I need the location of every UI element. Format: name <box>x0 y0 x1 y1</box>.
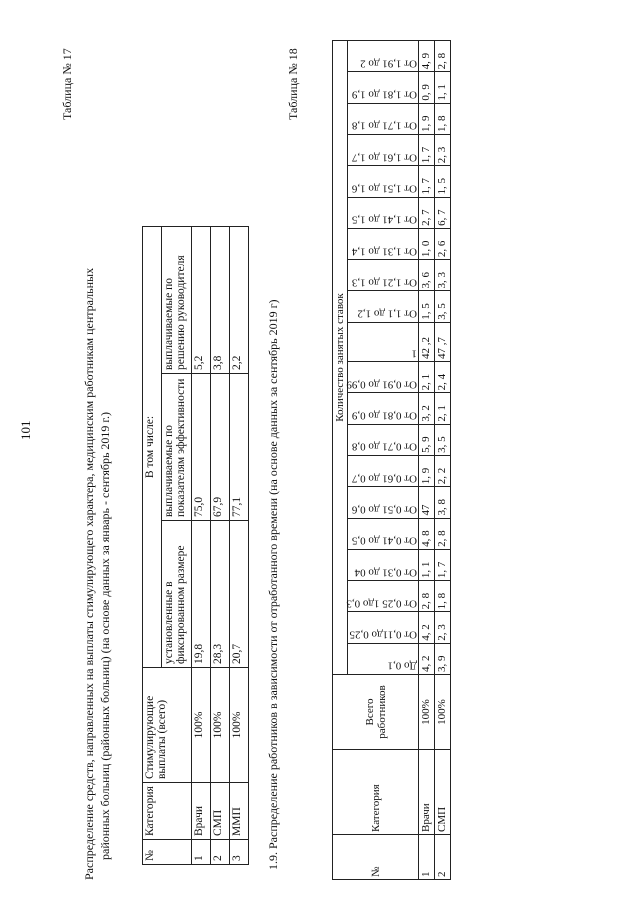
t18-cell-value: 1, 1 <box>435 72 451 103</box>
t18-col-header: От 1,81 до 1,9 <box>348 72 419 103</box>
table-17 <box>142 226 249 865</box>
t18-col-header: От 0,25 1до 0,3 <box>348 581 419 612</box>
t18-cell-value: 0, 9 <box>419 72 435 103</box>
t18-cell-value: 4, 9 <box>419 41 435 72</box>
t18-cell-value: 2, 8 <box>419 581 435 612</box>
t18-cell-value: 2, 2 <box>435 455 451 486</box>
t18-cell-category: Врачи <box>419 750 435 835</box>
t18-cell-value: 3, 2 <box>419 393 435 424</box>
t18-col-header: От 1,91 до 2 <box>348 41 419 72</box>
t17-cell-total: 100% <box>230 668 249 783</box>
table18-label: Таблица № 18 <box>286 48 300 120</box>
t17-cell-num: 2 <box>211 840 230 865</box>
t17-cell-kpi: 77,1 <box>230 374 249 521</box>
t17-header-num: № <box>143 840 192 865</box>
t18-cell-value: 1, 7 <box>435 549 451 580</box>
t17-cell-head: 5,2 <box>192 227 211 374</box>
t17-cell-num: 1 <box>192 840 211 865</box>
t18-header-num: № <box>333 835 419 880</box>
t17-cell-kpi: 67,9 <box>211 374 230 521</box>
t17-cell-fixed: 19,8 <box>192 521 211 668</box>
t18-cell-value: 1, 5 <box>435 166 451 197</box>
table17-caption-line1: Распределение средств, направленных на выплаты стимулирующего характера, медицинским работникам центральных <box>82 267 96 880</box>
table17-caption-line2: районных больниц (районных больниц) (на основе данных за январь - сентябрь 2019 г.) <box>98 412 112 860</box>
t18-col-header: 1 <box>348 322 419 361</box>
t18-header-total: Всего работников <box>333 675 419 750</box>
page-number: 101 <box>18 420 33 440</box>
t18-cell-value: 47 ,7 <box>435 322 451 361</box>
t18-col-header: От 1,31 до 1,4 <box>348 228 419 259</box>
table-row <box>192 227 211 865</box>
t18-cell-value: 47 <box>419 487 435 518</box>
t18-col-header: От 1,51 до 1,6 <box>348 166 419 197</box>
t18-cell-value: 1, 5 <box>419 291 435 322</box>
t18-cell-value: 1, 9 <box>419 103 435 134</box>
table-row <box>230 227 249 865</box>
t18-cell-value: 3, 3 <box>435 260 451 291</box>
t18-cell-value: 2, 1 <box>419 362 435 393</box>
t18-col-header: От 0,51 до 0,6 <box>348 487 419 518</box>
t18-cell-value: 2, 7 <box>419 197 435 228</box>
t17-cell-total: 100% <box>192 668 211 783</box>
table17-label: Таблица № 17 <box>60 48 74 120</box>
t17-cell-head: 3,8 <box>211 227 230 374</box>
t18-cell-category: СМП <box>435 750 451 835</box>
t18-col-header: От 0,81 до 0,9 <box>348 393 419 424</box>
section-title: 1.9. Распределение работников в зависимости от отработанного времени (на основе данных за сентябрь 2019 г) <box>266 299 280 870</box>
t18-cell-value: 4, 2 <box>419 612 435 643</box>
t18-cell-value: 4, 8 <box>419 518 435 549</box>
t18-col-header: От 0,61 до 0,7 <box>348 455 419 486</box>
t17-cell-category: Врачи <box>192 783 211 840</box>
t18-cell-value: 2, 1 <box>435 393 451 424</box>
rotated-page <box>60 30 620 880</box>
t18-cell-num: 2 <box>435 835 451 880</box>
t17-cell-kpi: 75,0 <box>192 374 211 521</box>
t18-cell-value: 2, 8 <box>435 41 451 72</box>
t17-cell-num: 3 <box>230 840 249 865</box>
t18-cell-value: 1, 7 <box>419 134 435 165</box>
t17-cell-category: ММП <box>230 783 249 840</box>
t17-cell-fixed: 28,3 <box>211 521 230 668</box>
t18-col-header: От 1,71 до 1,8 <box>348 103 419 134</box>
t18-col-header: От 1,1 до 1,2 <box>348 291 419 322</box>
t18-cell-value: 3, 8 <box>435 487 451 518</box>
t18-cell-value: 2, 4 <box>435 362 451 393</box>
t18-col-header: От 0,91 до 0,99 <box>348 362 419 393</box>
t17-header-head: выплачиваемые по решению руководителя <box>162 227 192 374</box>
t17-header-kpi: выплачиваемые по показателям эффективности <box>162 374 192 521</box>
t18-cell-value: 1, 9 <box>419 455 435 486</box>
t18-col-header: До 0,1 <box>348 643 419 674</box>
t17-cell-total: 100% <box>211 668 230 783</box>
t18-cell-value: 3, 5 <box>435 424 451 455</box>
t17-header-category: Категория <box>143 783 192 840</box>
t17-header-fixed: установленные в фиксированном размере <box>162 521 192 668</box>
t18-cell-value: 3, 5 <box>435 291 451 322</box>
t18-cell-value: 42 ,2 <box>419 322 435 361</box>
t18-col-header: От 1,61 до 1,7 <box>348 134 419 165</box>
table-row <box>211 227 230 865</box>
t18-cell-value: 4, 2 <box>419 643 435 674</box>
t18-col-header: От 1,41 до 1,5 <box>348 197 419 228</box>
t18-header-group: Количество занятых ставок <box>333 41 348 675</box>
t18-col-header: От 1,21 до 1,3 <box>348 260 419 291</box>
t18-cell-value: 1, 7 <box>419 166 435 197</box>
t17-cell-category: СМП <box>211 783 230 840</box>
t18-cell-value: 2, 3 <box>435 612 451 643</box>
t17-header-incl: В том числе: <box>143 227 162 668</box>
t18-cell-value: 1, 0 <box>419 228 435 259</box>
t18-col-header: От 0,31 до 04 <box>348 549 419 580</box>
t18-header-category: Категория <box>333 750 419 835</box>
t18-col-header: От 0,41 до 0,5 <box>348 518 419 549</box>
t18-cell-value: 2, 3 <box>435 134 451 165</box>
t18-cell-value: 2, 6 <box>435 228 451 259</box>
t18-col-header: От 0,11до 0,25 <box>348 612 419 643</box>
t18-cell-value: 1, 8 <box>435 581 451 612</box>
t18-cell-num: 1 <box>419 835 435 880</box>
t18-col-header: От 0,71 до 0,8 <box>348 424 419 455</box>
table-18 <box>332 40 451 880</box>
t17-header-total: Стимулирующие выплаты (всего) <box>143 668 192 783</box>
t18-cell-value: 1, 1 <box>419 549 435 580</box>
t18-cell-value: 1, 8 <box>435 103 451 134</box>
t18-cell-total: 100% <box>435 675 451 750</box>
t18-cell-value: 3, 6 <box>419 260 435 291</box>
t18-cell-value: 5, 9 <box>419 424 435 455</box>
t17-cell-fixed: 20,7 <box>230 521 249 668</box>
t18-cell-value: 3, 9 <box>435 643 451 674</box>
t18-cell-value: 6, 7 <box>435 197 451 228</box>
table-row <box>435 41 451 880</box>
t18-cell-value: 2, 8 <box>435 518 451 549</box>
t18-cell-total: 100% <box>419 675 435 750</box>
table-row <box>419 41 435 880</box>
t17-cell-head: 2,2 <box>230 227 249 374</box>
